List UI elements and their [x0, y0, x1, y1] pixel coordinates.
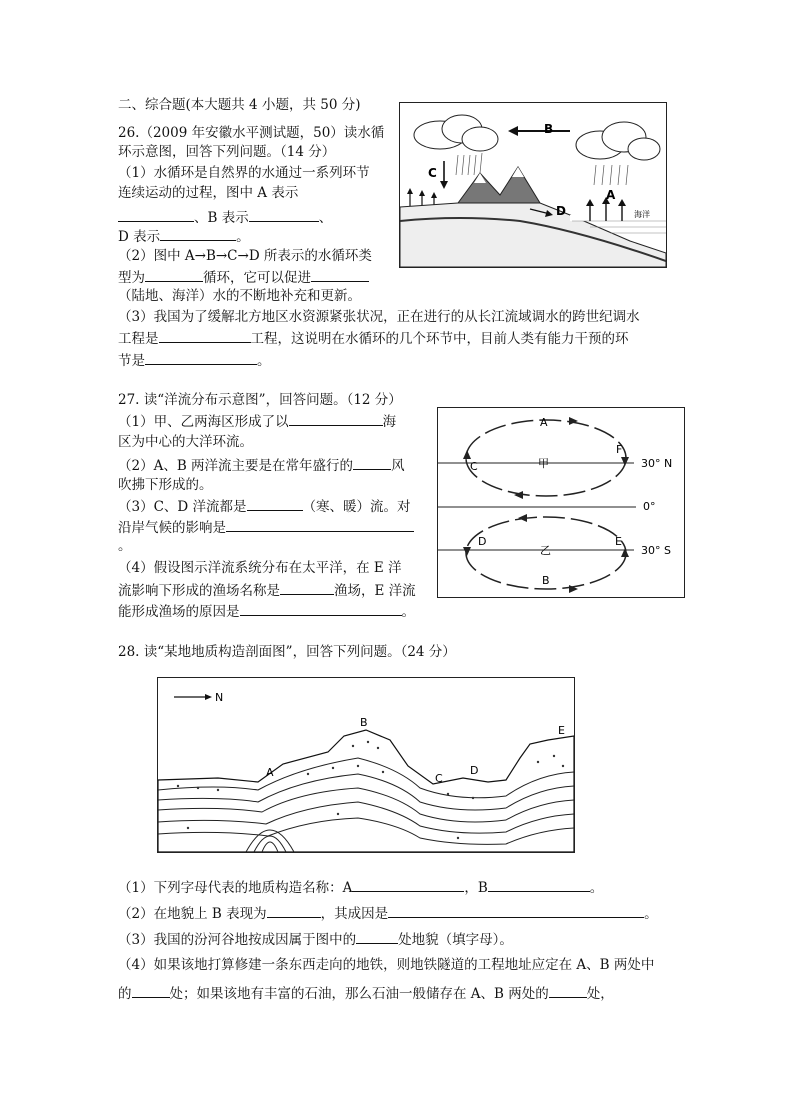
q27-line-8: 。 [118, 538, 132, 554]
answer-blank[interactable] [240, 601, 402, 616]
answer-blank[interactable] [249, 207, 319, 222]
q27-line-6: （3）C、D 洋流都是 （寒、暖）流。对 [118, 496, 411, 517]
figure-label-b: B [544, 122, 554, 136]
q26-line-1: 26.（2009 年安徽水平测试题，50）读水循 [118, 125, 385, 141]
answer-blank[interactable] [488, 877, 590, 892]
q26-line-11: 工程是 工程，这说明在水循环的几个环节中，目前人类有能力干预的环 [118, 328, 629, 349]
q26-line-10: （3）我国为了缓解北方地区水资源紧张状况，正在进行的从长江流域调水的跨世纪调水 [118, 309, 640, 325]
figure-label-a: A [606, 188, 616, 202]
q28-sub-2: （2）在地貌上 B 表现为 ，其成因是 。 [118, 903, 658, 924]
figure-label-ocean: 海洋 [634, 210, 650, 219]
structure-label-d: D [470, 764, 479, 777]
q28-sub-4: （4）如果该地打算修建一条东西走向的地铁，则地铁隧道的工程地址应定在 A、B 两处中 [118, 957, 655, 973]
q26-line-8: 型为 循环，它可以促进 [118, 267, 369, 288]
structure-label-c: C [435, 772, 443, 785]
q26-line-2: 环示意图，回答下列问题。（14 分） [118, 144, 336, 160]
q27-line-2: （1）甲、乙两海区形成了以 海 [118, 411, 396, 432]
q28-line-1: 28. 读“某地地质构造剖面图”，回答下列问题。（24 分） [118, 644, 456, 660]
answer-blank[interactable] [311, 267, 369, 282]
water-cycle-diagram [400, 103, 666, 267]
structure-label-a: A [266, 766, 274, 779]
q26-line-9: （陆地、海洋）水的不断地补充和更新。 [118, 288, 361, 304]
q27-line-11: 能形成渔场的原因是 。 [118, 601, 415, 622]
answer-blank[interactable] [145, 350, 257, 365]
current-label-b: B [542, 574, 550, 587]
geologic-section-diagram [158, 678, 574, 852]
current-label-e: E [615, 535, 622, 548]
current-label-a: A [540, 416, 548, 429]
q27-line-7: 沿岸气候的影响是 [118, 517, 414, 538]
answer-blank[interactable] [280, 580, 334, 595]
section-title: 二、综合题(本大题共 4 小题，共 50 分) [118, 97, 361, 113]
q26-line-7: （2）图中 A→B→C→D 所表示的水循环类 [118, 248, 372, 264]
q26-line-4: 连续运动的过程，图中 A 表示 [118, 185, 299, 201]
q27-line-10: 流影响下形成的渔场名称是 渔场，E 洋流 [118, 580, 416, 601]
water-cycle-figure [399, 102, 667, 268]
answer-blank[interactable] [159, 328, 251, 343]
q26-line-3: （1）水循环是自然界的水通过一系列环节 [118, 165, 370, 181]
answer-blank[interactable] [549, 983, 587, 998]
answer-blank[interactable] [226, 517, 414, 532]
north-label: N [215, 691, 224, 704]
ocean-current-diagram [438, 408, 684, 597]
structure-label-b: B [360, 716, 368, 729]
answer-blank[interactable] [247, 496, 303, 511]
answer-blank[interactable] [353, 455, 391, 470]
q28-sub-3: （3）我国的汾河谷地按成因属于图中的 处地貌（填字母）。 [118, 929, 513, 950]
answer-blank[interactable] [356, 929, 398, 944]
q27-line-4: （2）A、B 两洋流主要是在常年盛行的 风 [118, 455, 405, 476]
structure-label-e: E [558, 724, 565, 737]
q27-line-5: 吹拂下形成的。 [118, 477, 213, 493]
q27-line-9: （4）假设图示洋流系统分布在太平洋，在 E 洋 [118, 560, 402, 576]
ocean-current-figure [437, 407, 685, 598]
latitude-30s: 30° S [641, 544, 671, 557]
answer-blank[interactable] [145, 267, 203, 282]
current-label-c: C [470, 460, 478, 473]
q26-line-5: 、B 表示 、 [118, 207, 332, 228]
q26-line-6: D 表示 。 [118, 226, 250, 247]
sea-area-jia: 甲 [538, 457, 549, 470]
q27-line-3: 区为中心的大洋环流。 [118, 434, 253, 450]
current-label-f: F [616, 443, 623, 456]
figure-label-d: D [556, 204, 566, 218]
geologic-section-figure [157, 677, 575, 853]
latitude-30n: 30° N [641, 457, 673, 470]
answer-blank[interactable] [132, 983, 170, 998]
answer-blank[interactable] [352, 877, 464, 892]
answer-blank[interactable] [267, 903, 321, 918]
latitude-equator: 0° [643, 500, 656, 513]
q26-line-12: 节是 。 [118, 350, 271, 371]
q28-sub-1: （1）下列字母代表的地质构造名称：A ，B 。 [118, 877, 603, 898]
q28-sub-4-cont: 的 处；如果该地有丰富的石油，那么石油一般储存在 A、B 两处的 处， [118, 983, 614, 1004]
answer-blank[interactable] [160, 226, 236, 241]
answer-blank[interactable] [388, 903, 644, 918]
sea-area-yi: 乙 [540, 544, 551, 557]
answer-blank[interactable] [118, 207, 194, 222]
answer-blank[interactable] [289, 411, 383, 426]
current-label-d: D [478, 535, 487, 548]
figure-label-c: C [428, 166, 437, 180]
q27-line-1: 27. 读“洋流分布示意图”，回答问题。（12 分） [118, 392, 402, 408]
